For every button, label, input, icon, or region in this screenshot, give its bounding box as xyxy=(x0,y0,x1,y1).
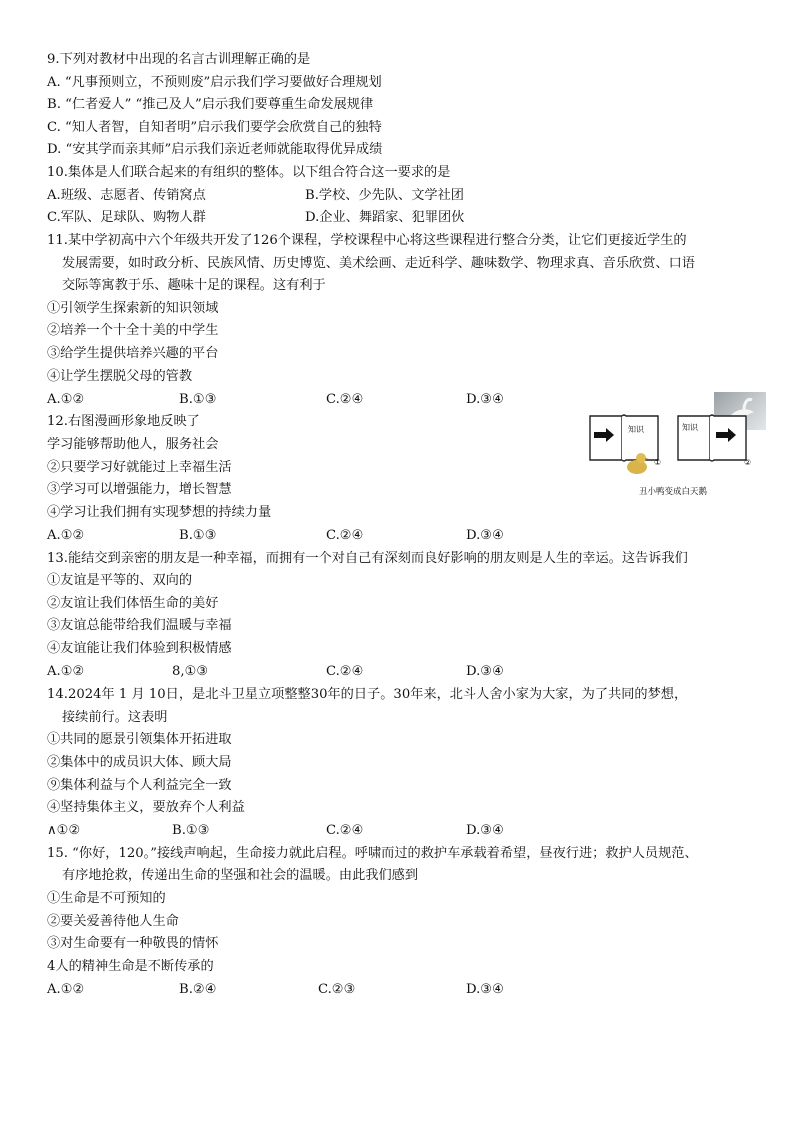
q13-item-4: ④友谊能让我们体验到积极情感 xyxy=(47,641,232,656)
q11-choice-a: A.①② xyxy=(47,392,85,407)
q12-item-3: ③学习可以增强能力，增长智慧 xyxy=(47,482,232,497)
q11-item-1: ①引领学生探索新的知识领域 xyxy=(47,301,219,316)
q11-item-2: ②培养一个十全十美的中学生 xyxy=(47,323,219,338)
q14-choice-b: B.①③ xyxy=(172,823,210,838)
q11-choice-d: D.③④ xyxy=(466,392,504,407)
q11-choice-c: C.②④ xyxy=(326,392,364,407)
q15-choice-c: C.②③ xyxy=(318,982,356,997)
q13-choice-d: D.③④ xyxy=(466,664,504,679)
figure-mark-1: ① xyxy=(654,458,662,467)
q12-item-1: 学习能够帮助他人，服务社会 xyxy=(47,437,219,452)
q11-stem-line-1: 11.某中学初高中六个年级共开发了126个课程，学校课程中心将这些课程进行整合分类，让它们更接近学生的 xyxy=(47,233,687,248)
q14-item-2: ②集体中的成员识大体、顾大局 xyxy=(47,755,232,770)
q13-stem: 13.能结交到亲密的朋友是一种幸福，而拥有一个对自己有深刻而良好影响的朋友则是人生的幸运。这告诉我们 xyxy=(47,551,688,566)
q15-choice-a: A.①② xyxy=(47,982,85,997)
q15-choice-d: D.③④ xyxy=(466,982,504,997)
q13-item-3: ③友谊总能带给我们温暖与幸福 xyxy=(47,618,232,633)
figure-mark-2: ② xyxy=(744,458,752,467)
q9-option-a: A. “凡事预则立，不预则废”启示我们学习要做好合理规划 xyxy=(47,75,382,90)
q15-item-1: ①生命是不可预知的 xyxy=(47,891,166,906)
q15-item-2: ②要关爱善待他人生命 xyxy=(47,914,179,929)
q11-choice-b: B.①③ xyxy=(179,392,217,407)
q11-item-4: ④让学生摆脱父母的管教 xyxy=(47,369,193,384)
q14-item-3: ⑨集体利益与个人利益完全一致 xyxy=(47,778,232,793)
q13-choice-b: 8,①③ xyxy=(172,664,209,679)
q13-item-2: ②友谊让我们体悟生命的美好 xyxy=(47,596,219,611)
q9-option-c: C. “知人者智，自知者明”启示我们要学会欣赏自己的独特 xyxy=(47,120,382,135)
q10-option-d: D.企业、舞蹈家、犯罪团伙 xyxy=(305,210,465,225)
q10-option-a: A.班级、志愿者、传销窝点 xyxy=(47,188,206,203)
q14-choice-d: D.③④ xyxy=(466,823,504,838)
q14-item-4: ④坚持集体主义，要放弃个人利益 xyxy=(47,800,245,815)
book-2-label: 知识 xyxy=(682,423,698,432)
q15-stem-line-1: 15. “你好，120。”接线声响起，生命接力就此启程。呼啸而过的救护车承载着希望，昼夜行进；救护人员规范、 xyxy=(47,846,698,861)
q13-choice-a: A.①② xyxy=(47,664,85,679)
q10-stem: 10.集体是人们联合起来的有组织的整体。以下组合符合这一要求的是 xyxy=(47,165,451,180)
q14-stem-line-2: 接续前行。这表明 xyxy=(62,710,168,725)
q10-option-b: B.学校、少先队、文学社团 xyxy=(305,188,464,203)
q11-item-3: ③给学生提供培养兴趣的平台 xyxy=(47,346,219,361)
q12-cartoon-figure xyxy=(588,392,770,500)
book-2 xyxy=(676,412,746,462)
q10-option-c: C.军队、足球队、购物人群 xyxy=(47,210,206,225)
open-book-icon xyxy=(676,412,748,464)
q13-item-1: ①友谊是平等的、双向的 xyxy=(47,573,193,588)
book-1-label: 知识 xyxy=(628,425,644,434)
q9-option-b: B. “仁者爱人” “推己及人”启示我们要尊重生命发展规律 xyxy=(47,97,374,112)
q12-item-4: ④学习让我们拥有实现梦想的持续力量 xyxy=(47,505,272,520)
duckling-icon xyxy=(624,450,650,476)
q12-stem: 12.右图漫画形象地反映了 xyxy=(47,414,200,429)
q11-stem-line-2: 发展需要，如时政分析、民族风情、历史博览、美术绘画、走近科学、趣味数学、物理求真、音乐欣赏、口语 xyxy=(62,256,695,271)
q9-stem: 9.下列对教材中出现的名言古训理解正确的是 xyxy=(47,52,311,67)
q15-choice-b: B.②④ xyxy=(179,982,217,997)
q13-choice-c: C.②④ xyxy=(326,664,364,679)
q14-item-1: ①共同的愿景引领集体开拓进取 xyxy=(47,732,232,747)
figure-caption: 丑小鸭变成白天鹅 xyxy=(638,487,707,497)
q12-item-2: ②只要学习好就能过上幸福生活 xyxy=(47,460,232,475)
q14-stem-line-1: 14.2024年 1 月 10日，是北斗卫星立项整整30年的日子。30年来，北斗人舍小家为大家，为了共同的梦想， xyxy=(47,687,688,702)
q15-item-4: 4人的精神生命是不断传承的 xyxy=(47,959,214,974)
q11-stem-line-3: 交际等寓教于乐、趣味十足的课程。这有利于 xyxy=(62,278,326,293)
q14-choice-a: ∧①② xyxy=(47,823,81,838)
q9-option-d: D. “安其学而亲其师”启示我们亲近老师就能取得优异成绩 xyxy=(47,142,383,157)
q14-choice-c: C.②④ xyxy=(326,823,364,838)
q12-choice-c: C.②④ xyxy=(326,528,364,543)
q12-choice-b: B.①③ xyxy=(179,528,217,543)
q12-choice-d: D.③④ xyxy=(466,528,504,543)
q15-stem-line-2: 有序地抢救，传递出生命的坚强和社会的温暖。由此我们感到 xyxy=(62,868,419,883)
q12-choice-a: A.①② xyxy=(47,528,85,543)
q15-item-3: ③对生命要有一种敬畏的情怀 xyxy=(47,936,219,951)
